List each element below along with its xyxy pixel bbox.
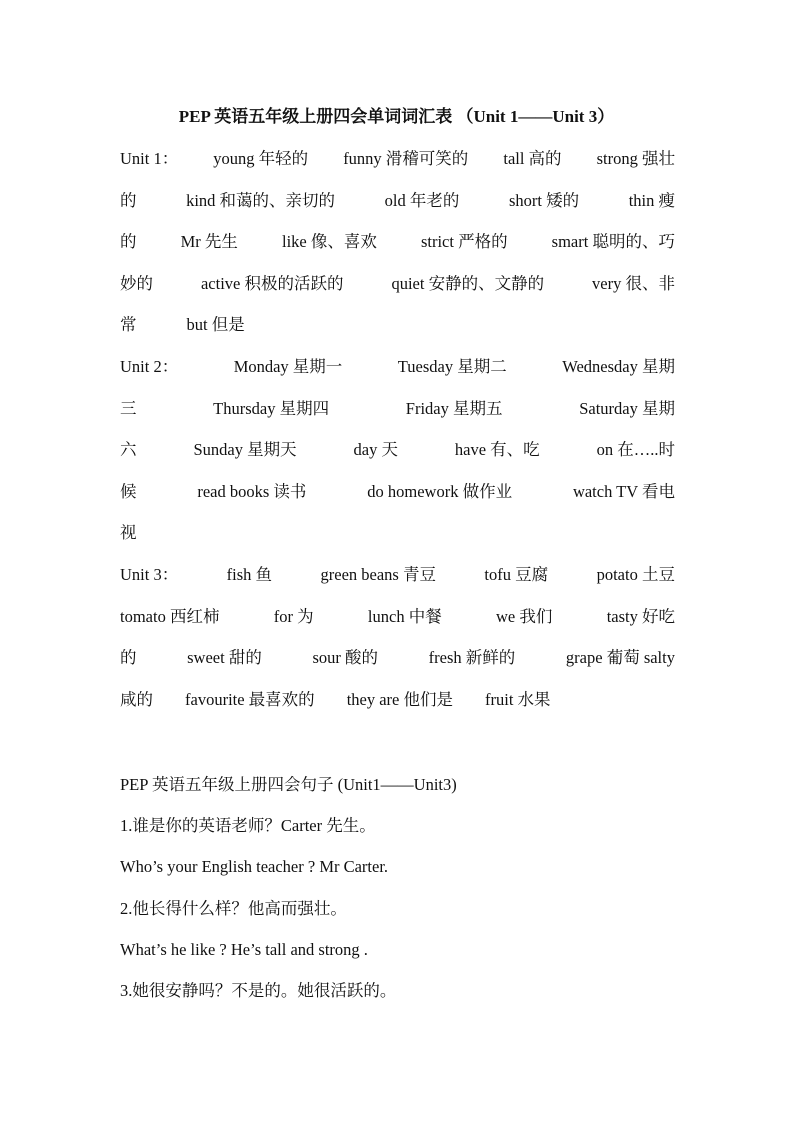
vocab-line xyxy=(120,228,675,256)
vocab-entry: day 天 xyxy=(353,440,398,459)
vocab-entry: watch TV 看电 xyxy=(572,482,675,501)
vocab-entry: sour 酸的 xyxy=(312,648,379,667)
sentence-line: 1.谁是你的英语老师？Carter 先生。 xyxy=(120,816,376,835)
vocab-entry: quiet 安静的、文静的 xyxy=(391,274,545,293)
vocab-entry: Unit 3： xyxy=(120,565,179,584)
vocab-entry: fish 鱼 xyxy=(226,565,273,584)
vocab-line xyxy=(120,561,675,589)
vocab-entry: have 有、吃 xyxy=(454,440,540,459)
vocab-line xyxy=(120,478,675,506)
vocab-entry: tall 高的 xyxy=(503,149,562,168)
vocab-line xyxy=(120,603,675,631)
vocab-entry: 视 xyxy=(120,523,137,542)
vocab-line xyxy=(120,436,675,464)
vocab-entry: sweet 甜的 xyxy=(187,648,262,667)
vocab-entry: kind 和蔼的、亲切的 xyxy=(186,191,336,210)
vocab-entry: tofu 豆腐 xyxy=(484,565,549,584)
vocab-entry: very 很、非 xyxy=(592,274,675,293)
vocab-entry: tasty 好吃 xyxy=(606,607,675,626)
vocab-entry: green beans 青豆 xyxy=(320,565,436,584)
vocab-line xyxy=(120,270,675,298)
sentence-line: What’s he like ? He’s tall and strong . xyxy=(120,940,368,959)
vocab-entry: smart 聪明的、巧 xyxy=(551,232,675,251)
vocab-line xyxy=(120,311,675,339)
vocab-line xyxy=(120,353,675,381)
vocab-line xyxy=(120,187,675,215)
vocab-entry: Friday 星期五 xyxy=(405,399,503,418)
vocab-entry: grape 葡萄 salty xyxy=(565,648,675,667)
vocab-entry: fresh 新鲜的 xyxy=(428,648,516,667)
vocab-line xyxy=(120,519,675,547)
vocab-entry: 妙的 xyxy=(120,274,153,293)
vocab-entry: do homework 做作业 xyxy=(367,482,513,501)
sentence-line: Who’s your English teacher ? Mr Carter. xyxy=(120,857,389,876)
vocab-entry: 的 xyxy=(120,232,137,251)
vocab-entry: strong 强壮 xyxy=(596,149,675,168)
vocab-entry: active 积极的活跃的 xyxy=(200,274,344,293)
vocab-line xyxy=(120,145,675,173)
vocab-entry: Monday 星期一 xyxy=(233,357,343,376)
vocab-entry: they are 他们是 xyxy=(346,690,453,709)
vocab-entry: Wednesday 星期 xyxy=(562,357,675,376)
sentences-heading: PEP 英语五年级上册四会句子 (Unit1——Unit3) xyxy=(120,775,457,794)
vocab-entry: read books 读书 xyxy=(197,482,307,501)
vocab-entry: Unit 2： xyxy=(120,357,179,376)
vocab-entry: strict 严格的 xyxy=(420,232,508,251)
vocab-entry: but 但是 xyxy=(186,315,245,334)
vocab-entry: tomato 西红柿 xyxy=(120,607,220,626)
vocab-entry: lunch 中餐 xyxy=(367,607,442,626)
vocab-entry: funny 滑稽可笑的 xyxy=(343,149,469,168)
vocab-line xyxy=(120,686,675,714)
vocab-entry: we 我们 xyxy=(496,607,553,626)
vocab-entry: favourite 最喜欢的 xyxy=(185,690,315,709)
vocab-entry: Unit 1： xyxy=(120,149,179,168)
vocab-entry: potato 土豆 xyxy=(596,565,675,584)
vocab-line xyxy=(120,644,675,672)
sentence-line: 2.他长得什么样？他高而强壮。 xyxy=(120,899,347,918)
vocab-entry: 的 xyxy=(120,191,137,210)
sentence-line: 3.她很安静吗？不是的。她很活跃的。 xyxy=(120,981,397,1000)
vocab-entry: 三 xyxy=(120,399,137,418)
vocab-entry: 候 xyxy=(120,482,137,501)
vocab-entry: 的 xyxy=(120,648,137,667)
vocab-entry: Saturday 星期 xyxy=(579,399,675,418)
vocab-entry: 六 xyxy=(120,440,137,459)
vocab-entry: like 像、喜欢 xyxy=(281,232,377,251)
vocab-entry: on 在…..时 xyxy=(596,440,675,459)
page-title: PEP 英语五年级上册四会单词词汇表 （Unit 1——Unit 3） xyxy=(178,107,615,126)
vocab-entry: short 矮的 xyxy=(508,191,580,210)
vocab-entry: 常 xyxy=(120,315,137,334)
vocab-entry: 咸的 xyxy=(120,690,153,709)
vocab-line xyxy=(120,395,675,423)
vocab-entry: for 为 xyxy=(273,607,314,626)
vocab-entry: fruit 水果 xyxy=(485,690,551,709)
vocab-entry: Thursday 星期四 xyxy=(213,399,330,418)
vocab-entry: Tuesday 星期二 xyxy=(397,357,507,376)
vocab-entry: thin 瘦 xyxy=(628,191,675,210)
vocab-entry: Sunday 星期天 xyxy=(193,440,297,459)
vocab-entry: old 年老的 xyxy=(384,191,460,210)
vocab-entry: Mr 先生 xyxy=(180,232,238,251)
vocab-entry: young 年轻的 xyxy=(213,149,309,168)
